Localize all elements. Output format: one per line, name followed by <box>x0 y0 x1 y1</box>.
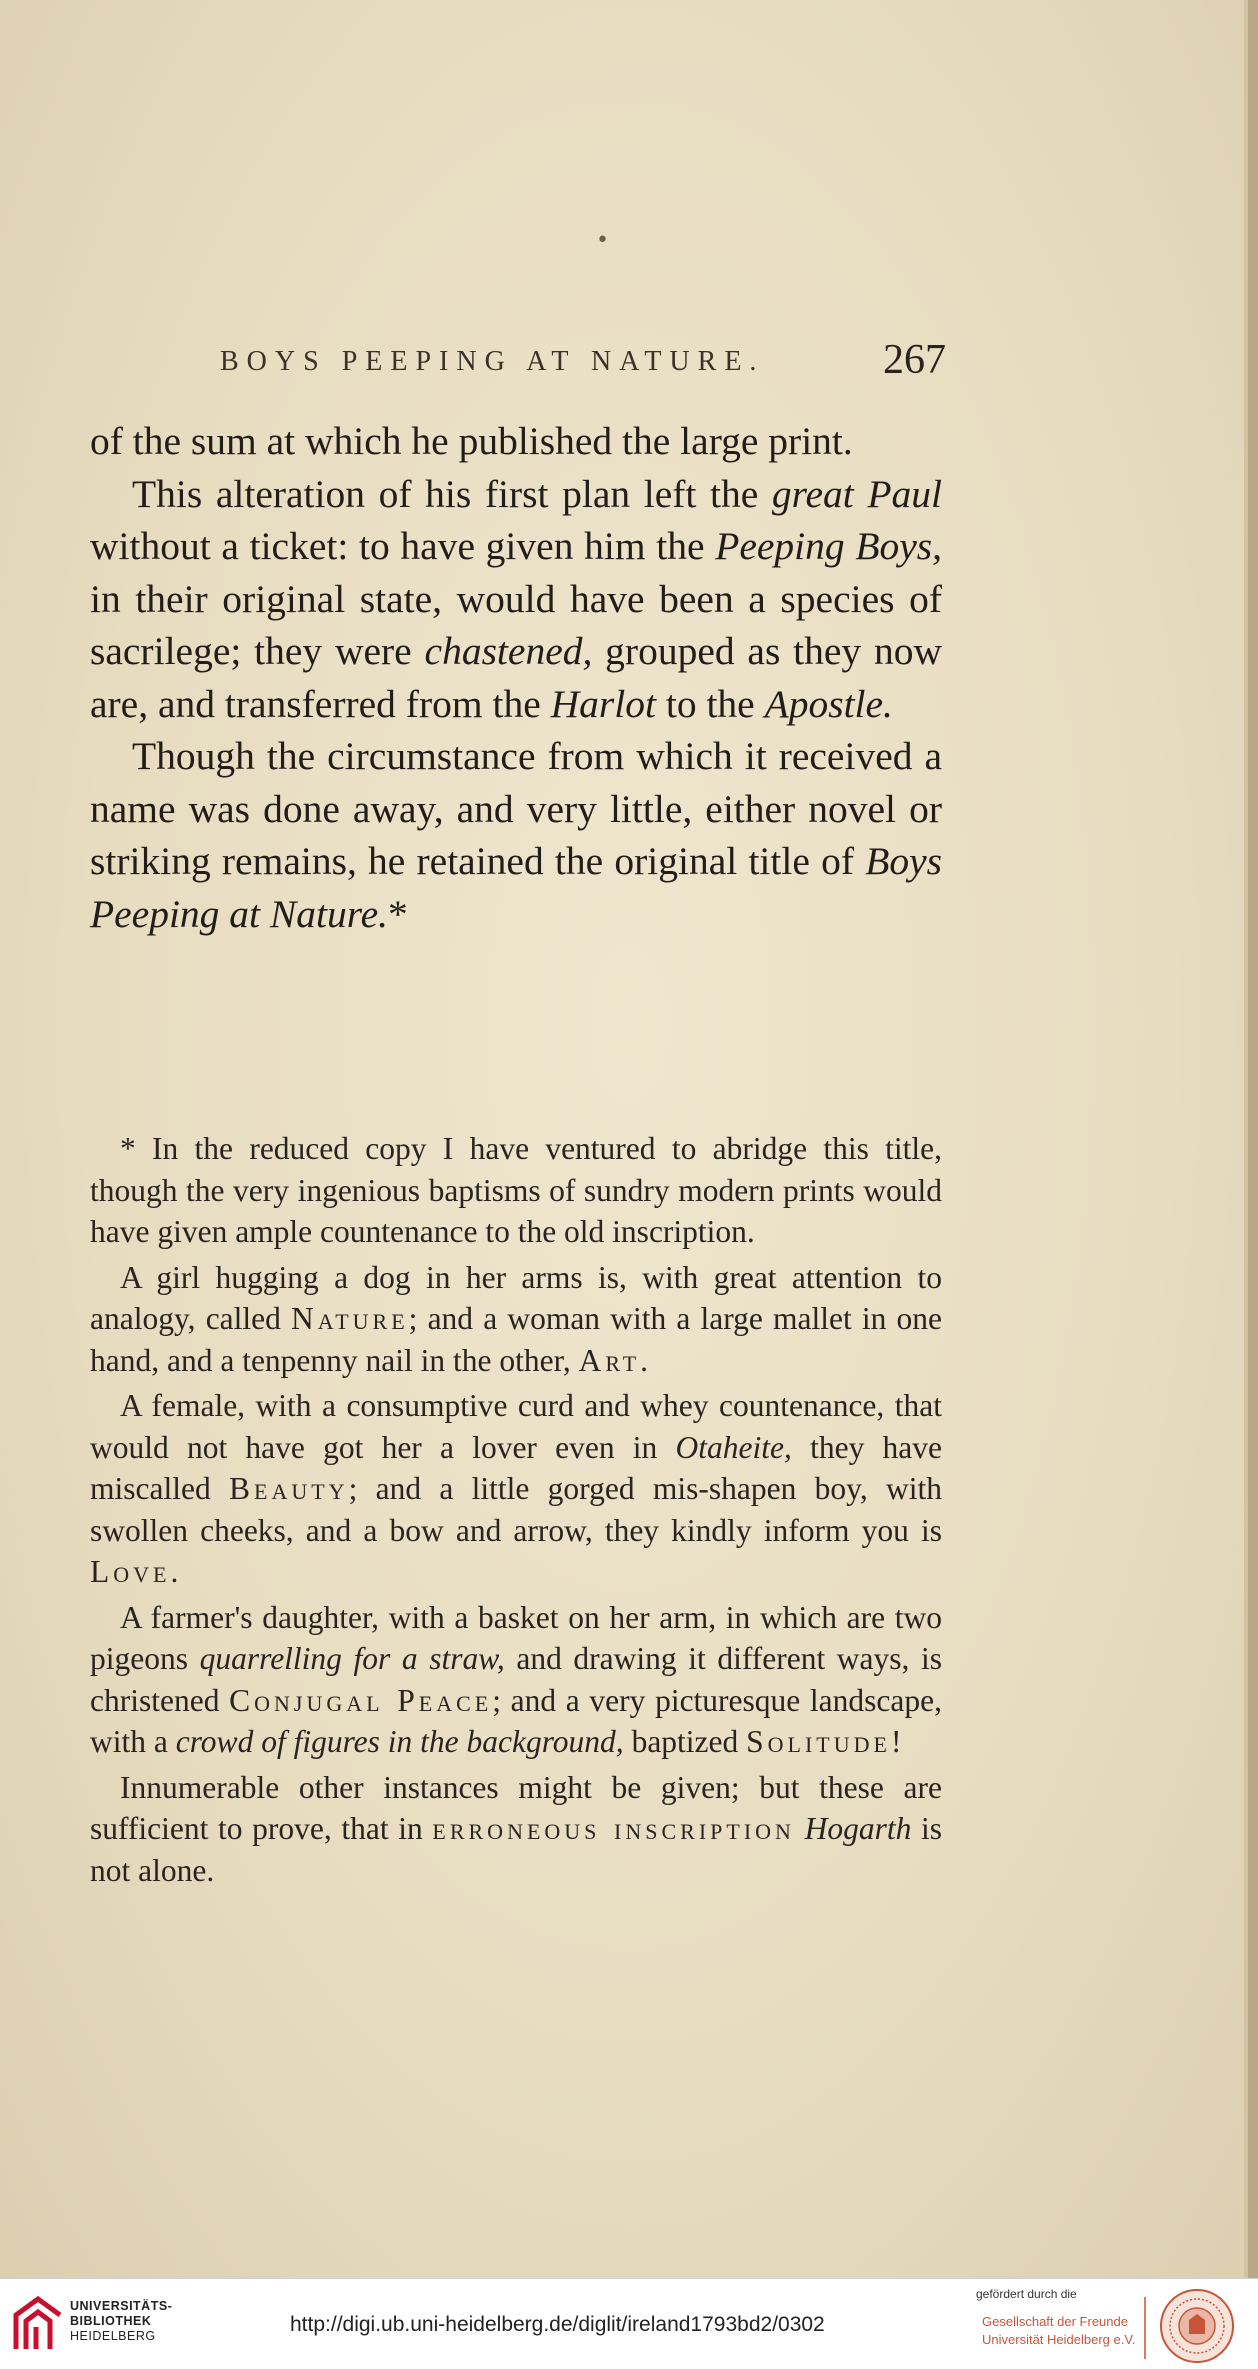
viewer-footer <box>0 2278 1258 2369</box>
speck-mark: • <box>596 228 609 253</box>
footnote-5: Innumerable other instances might be given; but these are sufficient to prove, that in erroneous inscription Hogarth is not alone. <box>90 1769 942 1888</box>
page-edge <box>1248 0 1258 2278</box>
footnote-block <box>90 1128 942 1891</box>
footnote-3: A female, with a consumptive curd and whey countenance, that would not have got her a lover even in Otaheite, they have miscalled Beauty; and a little gorged mis-shapen boy, with swollen cheeks, and a bow and arrow, they kindly inform you is Love. <box>90 1388 942 1589</box>
paragraph-1: of the sum at which he published the large print. <box>90 419 853 463</box>
permalink-url[interactable]: http://digi.ub.uni-heidelberg.de/diglit/ireland1793bd2/0302 <box>290 2313 825 2336</box>
university-seal-icon <box>1158 2287 1236 2365</box>
paragraph-2: This alteration of his first plan left the great Paul without a ticket: to have given him the Peeping Boys, in their original state, would have been a species of sacrilege; they were chastened, grouped as they now are, and transferred from the Harlot to the Apostle. <box>90 471 942 726</box>
sponsor-name: Gesellschaft der Freunde Universität Heidelberg e.V. <box>982 2314 1136 2347</box>
library-name: UNIVERSITÄTS- BIBLIOTHEK HEIDELBERG <box>70 2299 173 2343</box>
page-edge-shadow <box>1244 0 1248 2278</box>
footer-divider <box>1144 2297 1146 2359</box>
running-title: BOYS PEEPING AT NATURE. <box>220 346 765 377</box>
footnote-1: * In the reduced copy I have ventured to abridge this title, though the very ingenious baptisms of sundry modern prints would have given ample countenance to the old inscription. <box>90 1131 942 1249</box>
page-number: 267 <box>883 337 946 383</box>
library-logo-icon <box>12 2295 64 2353</box>
main-text <box>90 415 942 940</box>
footnote-2: A girl hugging a dog in her arms is, with great attention to analogy, called Nature; and a woman with a large mallet in one hand, and a tenpenny nail in the other, Art. <box>90 1259 942 1378</box>
sponsor-label: gefördert durch die <box>976 2287 1077 2301</box>
paragraph-3: Though the circumstance from which it received a name was done away, and very little, either novel or striking remains, he retained the original title of Boys Peeping at Nature.* <box>90 734 942 936</box>
footnote-4: A farmer's daughter, with a basket on her arm, in which are two pigeons quarrelling for a straw, and drawing it different ways, is christened Conjugal Peace; and a very picturesque landscape, with a crowd of figures in the background, baptized Solitude! <box>90 1599 943 1759</box>
page-header <box>210 336 950 396</box>
